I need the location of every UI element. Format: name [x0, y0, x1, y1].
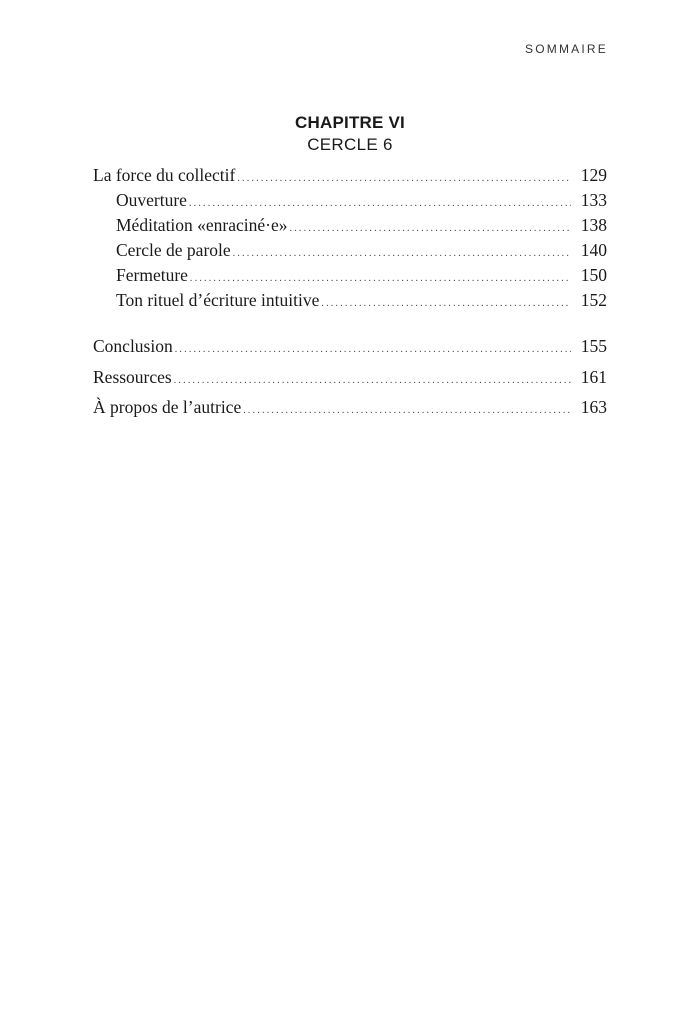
dot-leader	[321, 292, 571, 316]
toc-entry-back[interactable]	[93, 365, 607, 389]
toc-entry-page: 161	[580, 367, 607, 387]
dot-leader	[174, 369, 571, 393]
toc-entry-page: 133	[580, 190, 607, 210]
toc-entry-title: La force du collectif	[93, 165, 236, 185]
toc-entry-back[interactable]	[93, 395, 607, 419]
toc-entry-page: 150	[580, 265, 607, 285]
toc-entry-sub[interactable]	[116, 263, 607, 287]
toc-entry-sub[interactable]	[116, 188, 607, 212]
toc-entry-title: À propos de l’autrice	[93, 397, 242, 417]
toc-entry-page: 129	[580, 165, 607, 185]
running-head: SOMMAIRE	[525, 42, 608, 56]
dot-leader	[243, 399, 571, 423]
toc-entry-page: 138	[580, 215, 607, 235]
chapter-heading	[0, 112, 700, 156]
toc-entry-title: Ressources	[93, 367, 172, 387]
toc-entry-title: Fermeture	[116, 265, 188, 285]
toc-entry-title: Méditation «enraciné·e»	[116, 215, 288, 235]
dot-leader	[175, 338, 571, 362]
toc-entry-title: Ouverture	[116, 190, 187, 210]
chapter-subtitle: CERCLE 6	[307, 135, 393, 154]
toc-entry-title: Cercle de parole	[116, 240, 231, 260]
toc-entry-sub[interactable]	[116, 288, 607, 312]
toc-entry-sub[interactable]	[116, 238, 607, 262]
toc-entry-title: Ton rituel d’écriture intuitive	[116, 290, 320, 310]
toc-entry-main[interactable]	[93, 163, 607, 187]
toc-entry-page: 152	[580, 290, 607, 310]
toc-entry-page: 140	[580, 240, 607, 260]
toc-entry-back[interactable]	[93, 334, 607, 358]
toc-entry-title: Conclusion	[93, 336, 173, 356]
chapter-label: CHAPITRE VI	[295, 113, 405, 132]
toc-entry-page: 155	[580, 336, 607, 356]
toc-entry-page: 163	[580, 397, 607, 417]
toc-entry-sub[interactable]	[116, 213, 607, 237]
